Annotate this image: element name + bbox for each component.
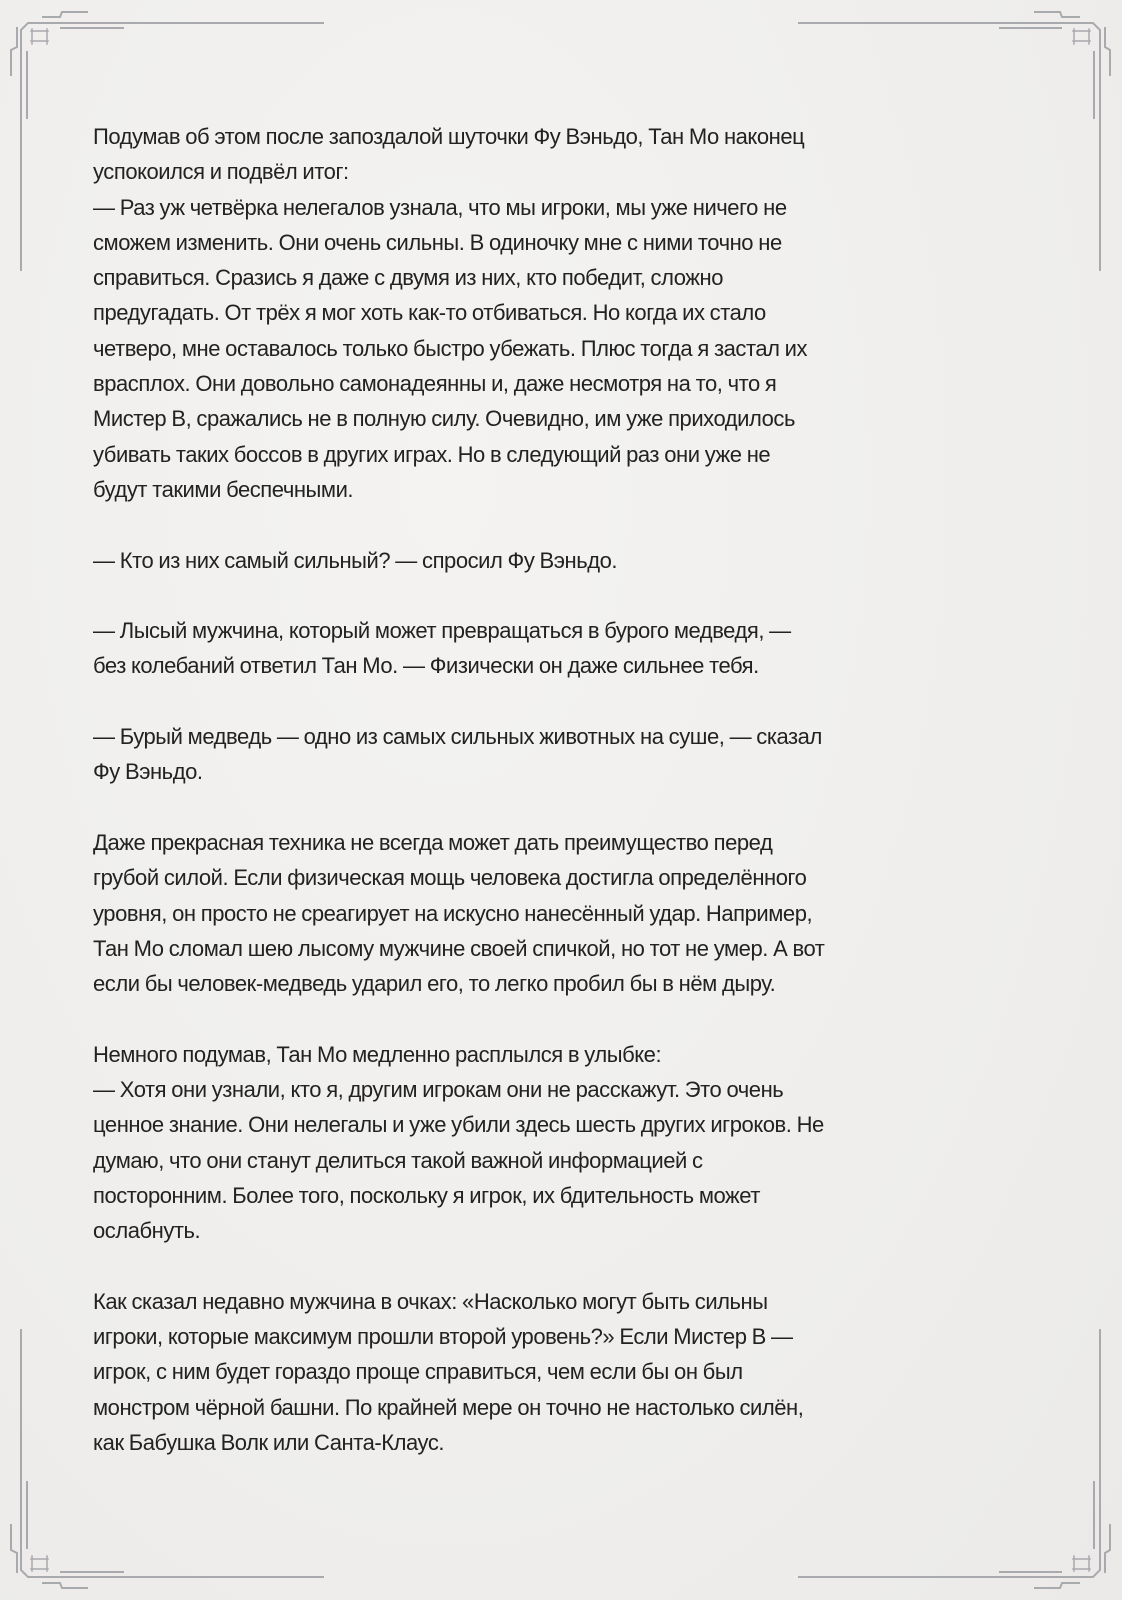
text-line: — Бурый медведь — одно из самых сильных животных на суше, — сказал [93, 724, 822, 750]
text-line: если бы человек-медведь ударил его, то легко пробил бы в нём дыру. [93, 971, 776, 997]
text-line: грубой силой. Если физическая мощь человека достигла определённого [93, 865, 807, 891]
text-line: Как сказал недавно мужчина в очках: «Насколько могут быть сильны [93, 1288, 768, 1314]
text-line: врасплох. Они довольно самонадеянны и, даже несмотря на то, что я [93, 371, 777, 397]
text-line: Подумав об этом после запоздалой шуточки Фу Вэньдо, Тан Мо наконец [93, 124, 805, 149]
paragraph-answer [93, 613, 1033, 684]
paragraph-smile [93, 1037, 1033, 1249]
text-line: — Раз уж четвёрка нелегалов узнала, что мы игроки, мы уже ничего не [93, 194, 787, 220]
text-line: предугадать. От трёх я мог хоть как-то отбиваться. Но когда их стало [93, 300, 766, 326]
text-line: игроки, которые максимум прошли второй уровень?» Если Мистер B — [93, 1324, 793, 1350]
text-line: как Бабушка Волк или Санта-Клаус. [93, 1429, 445, 1455]
paragraph-glasses [93, 1284, 1033, 1460]
text-line: ослабнуть. [93, 1218, 201, 1244]
paragraph-technique [93, 825, 1033, 1001]
text-line: ценное знание. Они нелегалы и уже убили здесь шесть других игроков. Не [93, 1112, 824, 1138]
text-line: монстром чёрной башни. По крайней мере он точно не настолько силён, [93, 1394, 804, 1420]
paragraph-bear [93, 719, 1033, 790]
story-text [93, 119, 1033, 1496]
text-line: убивать таких боссов в других играх. Но в следующий раз они уже не [93, 441, 771, 467]
text-line: четверо, мне оставалось только быстро убежать. Плюс тогда я застал их [93, 335, 808, 361]
text-line: Немного подумав, Тан Мо медленно расплылся в улыбке: [93, 1041, 662, 1067]
text-line: Мистер B, сражались не в полную силу. Очевидно, им уже приходилось [93, 406, 795, 432]
text-line: сможем изменить. Они очень сильны. В одиночку мне с ними точно не [93, 229, 782, 255]
text-line: без колебаний ответил Тан Мо. — Физически он даже сильнее тебя. [93, 653, 759, 679]
text-line: справиться. Сразись я даже с двумя из них, кто победит, сложно [93, 265, 724, 291]
text-line: — Кто из них самый сильный? — спросил Фу Вэньдо. [93, 547, 618, 573]
paragraph-summary [93, 119, 1033, 507]
text-line: игрок, с ним будет гораздо проще справиться, чем если бы он был [93, 1359, 743, 1385]
text-line: успокоился и подвёл итог: [93, 159, 349, 185]
text-line: — Лысый мужчина, который может превращаться в бурого медведя, — [93, 618, 791, 644]
text-line: будут такими беспечными. [93, 476, 354, 502]
text-line: Фу Вэньдо. [93, 759, 203, 785]
text-line: посторонним. Более того, поскольку я игрок, их бдительность может [93, 1182, 760, 1208]
text-line: уровня, он просто не среагирует на искусно нанесённый удар. Например, [93, 900, 813, 926]
text-line: — Хотя они узнали, кто я, другим игрокам они не расскажут. Это очень [93, 1077, 784, 1103]
text-line: думаю, что они станут делиться такой важной информацией с [93, 1147, 703, 1173]
text-line: Даже прекрасная техника не всегда может дать преимущество перед [93, 829, 773, 855]
paragraph-question [93, 543, 1033, 578]
text-line: Тан Мо сломал шею лысому мужчине своей спичкой, но тот не умер. А вот [93, 935, 825, 961]
